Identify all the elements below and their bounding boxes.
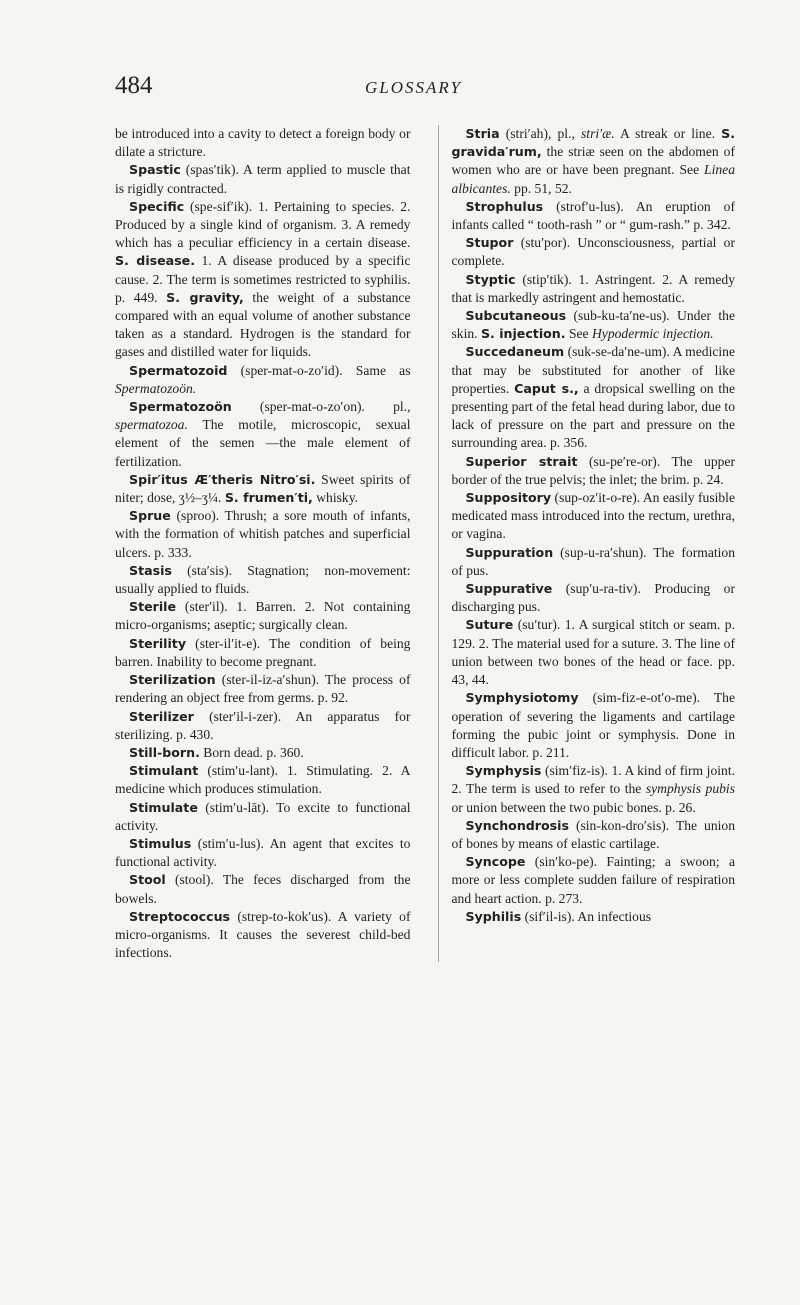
- glossary-entry: [115, 744, 410, 762]
- entry-text: (sup-oz′it-o-re). An easily fusible medicated mass introduced into the rectum, urethra, or vagina.: [451, 490, 735, 542]
- entry-italic: spermatozoa.: [115, 417, 188, 433]
- entry-text: (strof′u-lus). An eruption of infants called “ tooth-rash ” or “ gum-rash.” p. 342.: [451, 198, 735, 233]
- glossary-entry: [451, 453, 735, 489]
- entry-headword: Spastic: [129, 162, 181, 178]
- entry-headword: Sterility: [129, 635, 187, 651]
- entry-text: (stim′u-lāt). To excite to functional activity.: [115, 799, 411, 833]
- entry-headword: Symphysis: [465, 763, 542, 779]
- entry-text: (su-pe′re-or). The upper border of the true pelvis; the inlet; the brim. p. 24.: [451, 453, 735, 487]
- entry-headword: Stasis: [129, 562, 172, 578]
- entry-text: (ster-il-iz-a′shun). The process of rendering an object free from germs. p. 92.: [115, 672, 411, 706]
- entry-text: (stim′u-lant). 1. Stimulating. 2. A medicine which produces stimulation.: [115, 763, 411, 797]
- glossary-entry: [451, 853, 735, 908]
- entry-text: Born dead. p. 360.: [199, 744, 304, 760]
- glossary-entry: [115, 125, 410, 161]
- entry-subterm: S. disease.: [115, 253, 195, 269]
- glossary-entry: [451, 125, 735, 198]
- entry-italic: Hypodermic injection.: [591, 326, 714, 342]
- entry-headword: Stupor: [465, 235, 514, 251]
- entry-text: A streak or line.: [614, 126, 722, 141]
- glossary-entry: [451, 616, 735, 689]
- entry-headword: Superior strait: [465, 453, 578, 469]
- glossary-entry: [451, 762, 735, 817]
- entry-headword: Sterile: [129, 599, 177, 615]
- glossary-entry: [451, 198, 735, 234]
- entry-headword: Stimulate: [129, 799, 198, 815]
- glossary-entry: [451, 234, 735, 270]
- entry-headword: Sterilizer: [129, 708, 194, 724]
- entry-text: Sweet spirits of niter; dose, ʒ½–ʒ¼.: [115, 471, 411, 506]
- entry-headword: Stimulus: [129, 835, 192, 851]
- entry-headword: Stimulant: [129, 763, 199, 779]
- entry-italic: stri′æ.: [581, 126, 615, 141]
- entry-text: a dropsical swelling on the presenting part of the fetal head during labor, due to lack of pressure on the part and pressure on the surrounding area. p. 356.: [451, 380, 735, 451]
- entry-text: (spe-sif′ik). 1. Pertaining to species. 2. Produced by a single kind of organism. 3. A remedy which has a peculiar efficiency in a certain disease.: [115, 198, 411, 251]
- entry-text: (sup-u-ra′shun). The formation of pus.: [451, 544, 735, 578]
- entry-text: (stri′ah), pl.,: [499, 126, 582, 141]
- entry-headword: Suppuration: [465, 544, 554, 560]
- entry-headword: Sterilization: [129, 672, 216, 688]
- entry-text: (sim-fiz-e-ot′o-me). The operation of severing the ligaments and cartilage forming the pubic joint or symphysis. Done in difficult labor. p. 211.: [451, 690, 735, 760]
- entry-headword: Stool: [129, 872, 166, 888]
- glossary-entry: [115, 671, 410, 707]
- entry-subterm: Caput s.,: [514, 380, 579, 396]
- glossary-entry: [115, 871, 410, 907]
- entry-headword: Styptic: [465, 271, 516, 287]
- entry-text: the weight of a substance compared with an equal volume of another substance taken as a standard. Hydrogen is the standard for gases and distilled water for liquids.: [115, 289, 411, 360]
- entry-headword: Strophulus: [465, 198, 544, 214]
- glossary-entry: [115, 598, 410, 634]
- entry-text: (strep-to-kok′us). A variety of micro-organisms. It causes the severest child-bed infections.: [115, 908, 411, 961]
- glossary-entry: [115, 762, 410, 798]
- page-header: [115, 72, 735, 116]
- glossary-entry: [115, 835, 410, 871]
- glossary-entry: [451, 271, 735, 307]
- entry-italic: Linea albicantes.: [451, 162, 735, 196]
- left-column: [115, 125, 410, 962]
- entry-subterm: S. gravida′rum,: [451, 126, 735, 160]
- entry-headword: Still-born.: [129, 744, 200, 760]
- entry-text: (ster′il). 1. Barren. 2. Not containing micro-organisms; aseptic; surgically clean.: [115, 599, 411, 633]
- glossary-entry: [451, 580, 735, 616]
- entry-headword: Spermatozoid: [129, 362, 228, 378]
- entry-text: (sup′u-ra-tiv). Producing or discharging pus.: [451, 581, 735, 615]
- entry-headword: Suppository: [465, 490, 552, 506]
- entry-text: (sin-kon-dro′sis). The union of bones by means of elastic cartilage.: [451, 817, 735, 851]
- glossary-entry: [115, 161, 410, 197]
- entry-text: (spas′tik). A term applied to muscle that is rigidly contracted.: [115, 162, 411, 196]
- entry-text: (sta′sis). Stagnation; non-movement: usually applied to fluids.: [115, 562, 411, 597]
- glossary-entry: [451, 908, 735, 926]
- entry-text: the striæ seen on the abdomen of women who are or have been pregnant. See: [451, 144, 735, 178]
- entry-text: (sper-mat-o-zo′on). pl.,: [231, 399, 411, 415]
- entry-headword: Subcutaneous: [465, 308, 567, 324]
- entry-headword: Syncope: [465, 854, 526, 870]
- page-number: 484: [115, 72, 153, 99]
- glossary-entry: [115, 398, 410, 471]
- entry-italic: symphysis pubis: [645, 781, 735, 797]
- entry-text: The motile, microscopic, sexual element of the semen —the male element of fertilization.: [115, 417, 411, 469]
- entry-text: (stip′tik). 1. Astringent. 2. A remedy that is markedly astringent and hemostatic.: [451, 271, 735, 305]
- glossary-entry: [451, 307, 735, 343]
- glossary-entry: [115, 198, 410, 362]
- glossary-entry: [451, 817, 735, 853]
- glossary-entry: [451, 343, 735, 452]
- entry-text: (stool). The feces discharged from the bowels.: [115, 872, 411, 906]
- entry-headword: Specific: [129, 198, 185, 214]
- entry-text: (sproo). Thrush; a sore mouth of infants, with the formation of whitish patches and superficial ulcers. p. 333.: [115, 508, 411, 560]
- entry-text: (sim′fiz-is). 1. A kind of firm joint. 2. The term is used to refer to the: [451, 763, 735, 797]
- right-column: [438, 125, 735, 962]
- glossary-entry: [115, 708, 410, 744]
- entry-headword: Sprue: [129, 508, 171, 524]
- glossary-entry: [115, 908, 410, 963]
- entry-text: or union between the two pubic bones. p. 26.: [451, 799, 696, 815]
- entry-italic: Spermatozoön.: [115, 380, 197, 396]
- entry-subterm: S. gravity,: [166, 289, 244, 305]
- entry-headword: Suture: [465, 617, 514, 633]
- entry-headword: Stria: [465, 126, 500, 141]
- entry-text: whisky.: [312, 490, 359, 506]
- glossary-entry: [451, 689, 735, 762]
- glossary-entry: [115, 635, 410, 671]
- glossary-entry: [115, 562, 410, 598]
- glossary-entry: [115, 471, 410, 507]
- entry-headword: Symphysiotomy: [465, 690, 579, 706]
- entry-text: (su′tur). 1. A surgical stitch or seam. p. 129. 2. The material used for a suture. 3. The line of union between two bones of the head or face. pp. 43, 44.: [451, 617, 735, 688]
- entry-text: (ster′il-i-zer). An apparatus for sterilizing. p. 430.: [115, 708, 411, 742]
- entry-text: (sper-mat-o-zo′id). Same as: [227, 362, 411, 378]
- entry-text: (sif′il-is). An infectious: [521, 908, 652, 924]
- entry-text: (stim′u-lus). An agent that excites to functional activity.: [115, 835, 411, 870]
- entry-text: See: [565, 326, 592, 342]
- glossary-columns: [115, 125, 735, 962]
- entry-headword: Spermatozoön: [129, 399, 232, 415]
- entry-text: 1. A disease produced by a specific cause. 2. The term is sometimes restricted to syphilis. p. 449.: [115, 253, 411, 305]
- entry-headword: Streptococcus: [129, 908, 231, 924]
- entry-headword: Spir′itus Æ′theris Nitro′si.: [129, 471, 316, 487]
- entry-headword: Syphilis: [465, 908, 522, 924]
- entry-text: (sub-ku-ta′ne-us). Under the skin.: [451, 308, 735, 342]
- entry-text: (ster-il′it-e). The condition of being barren. Inability to become pregnant.: [115, 635, 411, 669]
- glossary-entry: [451, 489, 735, 544]
- entry-text: pp. 51, 52.: [510, 180, 572, 196]
- glossary-entry: [115, 362, 410, 398]
- entry-headword: Synchondrosis: [465, 817, 569, 833]
- entry-headword: Succedaneum: [465, 344, 565, 360]
- entry-subterm: S. frumen′ti,: [224, 490, 313, 506]
- glossary-entry: [115, 507, 410, 562]
- glossary-entry: [451, 544, 735, 580]
- entry-text: be introduced into a cavity to detect a foreign body or dilate a stricture.: [115, 126, 411, 160]
- entry-text: (sin′ko-pe). Fainting; a swoon; a more or less complete sudden failure of respiration and heart action. p. 273.: [451, 854, 735, 906]
- glossary-entry: [115, 799, 410, 835]
- running-head: GLOSSARY: [365, 78, 462, 97]
- entry-text: (stu′por). Unconsciousness, partial or complete.: [451, 235, 735, 269]
- entry-subterm: S. injection.: [480, 326, 566, 342]
- entry-text: (suk-se-da′ne-um). A medicine that may be substituted for another of like properties.: [451, 344, 735, 396]
- entry-headword: Suppurative: [465, 581, 553, 597]
